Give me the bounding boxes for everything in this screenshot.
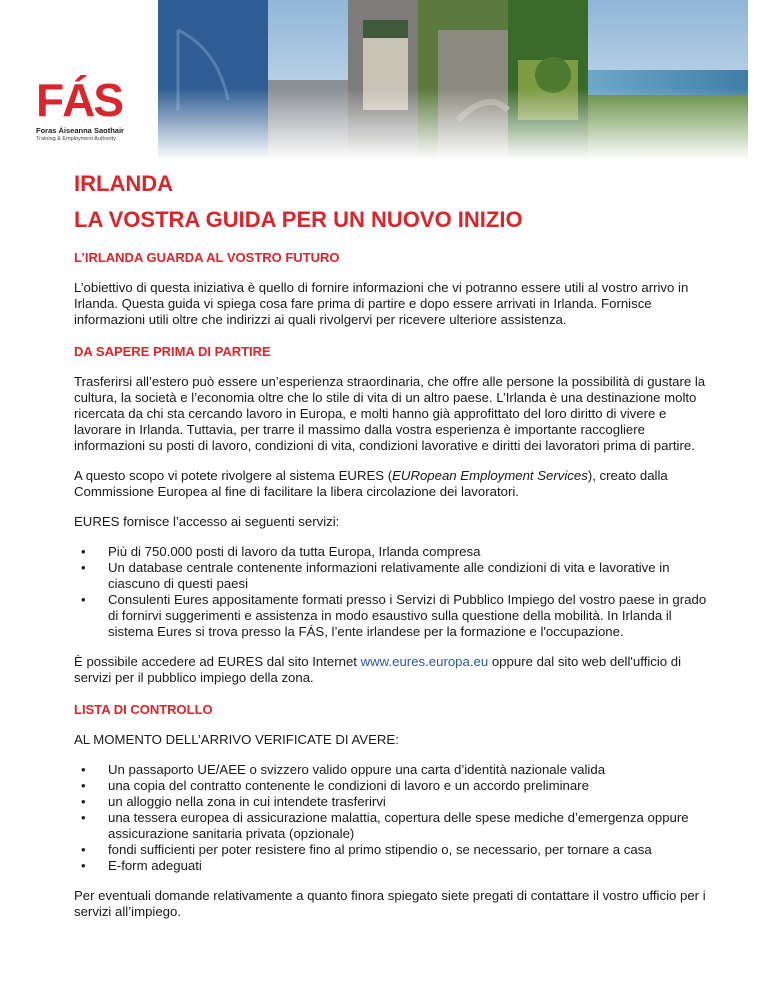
- logo-tagline: Training & Employment Authority: [36, 136, 116, 142]
- bullet-glyph: •: [81, 592, 86, 607]
- list-item-text: Un passaporto UE/AEE o svizzero valido oppure una carta d’identità nazionale valida: [108, 762, 606, 777]
- list-item: [81, 842, 714, 858]
- list-item-text: E-form adeguati: [108, 858, 202, 873]
- bullet-glyph: •: [81, 560, 86, 575]
- access-text-post: oppure dal sito web dell'ufficio di servizi per il pubblico impiego della zona.: [74, 654, 682, 685]
- section-heading-checklist: LISTA DI CONTROLLO: [74, 702, 213, 717]
- paragraph-eures-access: [74, 654, 714, 686]
- list-item-text: fondi sufficienti per poter resistere fino al primo stipendio o, se necessario, per tornare a casa: [108, 842, 652, 857]
- list-item: [81, 794, 714, 810]
- bullet-glyph: •: [81, 842, 86, 857]
- logo-text: FÁS: [36, 74, 122, 126]
- bullet-glyph: •: [81, 762, 86, 777]
- logo-subtitle: Foras Áiseanna Saothair: [36, 126, 124, 135]
- list-item-text: Consulenti Eures appositamente formati presso i Servizi di Pubblico Impiego del vostro paese in grado di fornirvi suggerimenti e assistenza in modo esaustivo sulla questione della mobilità. In Irlanda il sistema Eures si trova presso la FÁS, l’ente irlandese per la formazione e l'occupazione.: [108, 592, 707, 639]
- intro-paragraph: L’obiettivo di questa iniziativa è quello di fornire informazioni che vi potranno essere utili al vostro arrivo in Irlanda. Questa guida vi spiega cosa fare prima di partire e dopo essere arrivati in Irlanda. Fornisce informazioni utili oltre che indirizzi ai quali rivolgervi per ricevere ulteriore assistenza.: [74, 280, 689, 327]
- list-item-text: una tessera europea di assicurazione malattia, copertura delle spese mediche d’emergenza oppure assicurazione sanitaria privata (opzionale): [108, 810, 689, 841]
- bullet-glyph: •: [81, 544, 86, 559]
- list-item-text: Più di 750.000 posti di lavoro da tutta Europa, Irlanda compresa: [108, 544, 481, 559]
- checklist: [74, 762, 714, 874]
- list-item: [81, 560, 714, 592]
- eures-text-post: ), creato dalla Commissione Europea al fine di facilitare la libera circolazione dei lavoratori.: [74, 468, 668, 499]
- paragraph-eures: [74, 468, 714, 500]
- paragraph-moving-abroad: Trasferirsi all’estero può essere un’esperienza straordinaria, che offre alle persone la possibilità di gustare la cultura, la società e l’economia oltre che lo stile di vita di un altro paese. L’Irlanda è una destinazione molto ricercata da chi sta cercando lavoro in Europa, e molti hanno già approfittato del loro diritto di vivere e lavorare in Irlanda. Tuttavia, per trarre il massimo dalla vostra esperienza è importante raccogliere informazioni su posti di lavoro, condizioni di vita, condizioni lavorative e diritti dei lavoratori prima di partire.: [74, 374, 706, 453]
- list-item: [81, 778, 714, 794]
- section-heading-future: L’IRLANDA GUARDA AL VOSTRO FUTURO: [74, 250, 340, 265]
- list-item-text: un alloggio nella zona in cui intendete trasferirvi: [108, 794, 386, 809]
- list-item: [81, 858, 714, 874]
- eures-full-name: EURopean Employment Services: [392, 468, 588, 483]
- paragraph-eures-services: EURES fornisce l’accesso ai seguenti servizi:: [74, 514, 340, 529]
- section-heading-before-leaving: DA SAPERE PRIMA DI PARTIRE: [74, 344, 271, 359]
- eures-text-pre: A questo scopo vi potete rivolgere al sistema EURES (: [74, 468, 393, 483]
- bullet-glyph: •: [81, 778, 86, 793]
- eures-services-list: [74, 544, 714, 640]
- list-item: [81, 762, 714, 778]
- access-text-pre: È possibile accedere ad EURES dal sito Internet: [74, 654, 361, 669]
- bullet-glyph: •: [81, 794, 86, 809]
- list-item: [81, 810, 714, 842]
- list-item: [81, 592, 714, 640]
- header-photo-banner: [158, 0, 748, 160]
- closing-paragraph: Per eventuali domande relativamente a quanto finora spiegato siete pregati di contattare il vostro ufficio per i servizi all’impiego.: [74, 888, 706, 919]
- fas-logo: [36, 74, 156, 168]
- list-item: [81, 544, 714, 560]
- bullet-glyph: •: [81, 858, 86, 873]
- list-item-text: Un database centrale contenente informazioni relativamente alle condizioni di vita e lavorative in ciascuno di questi paesi: [108, 560, 670, 591]
- page-title: IRLANDA: [74, 171, 173, 196]
- checklist-intro: AL MOMENTO DELL’ARRIVO VERIFICATE DI AVERE:: [74, 732, 399, 747]
- document-body: [74, 170, 714, 920]
- eures-website-link[interactable]: www.eures.europa.eu: [360, 654, 489, 669]
- page-subtitle: LA VOSTRA GUIDA PER UN NUOVO INIZIO: [74, 207, 523, 232]
- list-item-text: una copia del contratto contenente le condizioni di lavoro e un accordo preliminare: [108, 778, 589, 793]
- bullet-glyph: •: [81, 810, 86, 825]
